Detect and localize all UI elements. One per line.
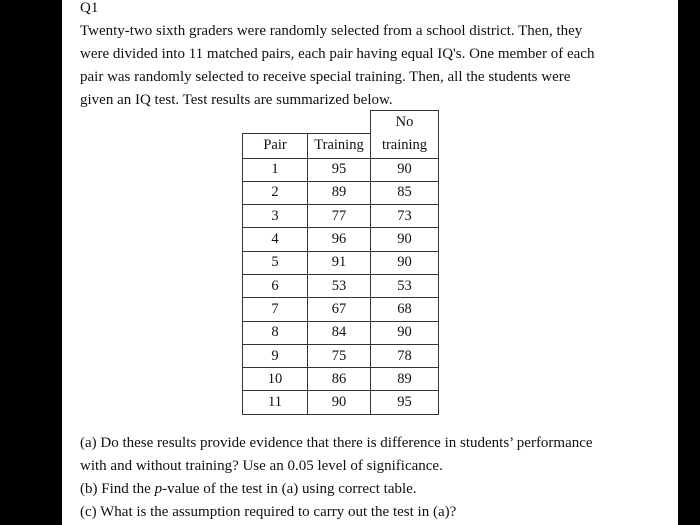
intro-paragraph (80, 20, 670, 112)
training-cell: 67 (308, 298, 371, 321)
table-row (243, 274, 439, 297)
table-row (243, 391, 439, 414)
table-header-row-top (243, 111, 439, 134)
header-no-training: training (371, 133, 439, 158)
pair-cell: 9 (243, 344, 308, 367)
no-training-cell: 89 (371, 368, 439, 391)
table-row (243, 321, 439, 344)
pair-cell: 5 (243, 251, 308, 274)
table-row (243, 344, 439, 367)
question-label: Q1 (80, 0, 99, 16)
pair-cell: 3 (243, 205, 308, 228)
table-row (243, 368, 439, 391)
pair-cell: 10 (243, 368, 308, 391)
no-training-cell: 90 (371, 228, 439, 251)
no-training-cell: 53 (371, 274, 439, 297)
table-row (243, 298, 439, 321)
header-training: Training (308, 133, 371, 158)
no-training-cell: 90 (371, 321, 439, 344)
question-a-line1: (a) Do these results provide evidence that there is difference in students’ performance (80, 435, 593, 451)
intro-line: were divided into 11 matched pairs, each pair having equal IQ's. One member of each (80, 46, 595, 62)
header-pair: Pair (243, 133, 308, 158)
intro-line: pair was randomly selected to receive special training. Then, all the students were (80, 69, 571, 85)
intro-line: Twenty-two sixth graders were randomly selected from a school district. Then, they (80, 23, 583, 39)
table-row (243, 228, 439, 251)
no-training-cell: 85 (371, 181, 439, 204)
training-cell: 95 (308, 158, 371, 181)
pair-cell: 7 (243, 298, 308, 321)
table-row (243, 158, 439, 181)
no-training-cell: 73 (371, 205, 439, 228)
intro-line: given an IQ test. Test results are summarized below. (80, 92, 393, 108)
pair-cell: 2 (243, 181, 308, 204)
training-cell: 84 (308, 321, 371, 344)
no-training-cell: 90 (371, 251, 439, 274)
pair-cell: 4 (243, 228, 308, 251)
table-header-row (243, 133, 439, 158)
table-row (243, 181, 439, 204)
training-cell: 86 (308, 368, 371, 391)
training-cell: 96 (308, 228, 371, 251)
header-no: No (371, 111, 439, 134)
table-row (243, 251, 439, 274)
pair-cell: 8 (243, 321, 308, 344)
training-cell: 90 (308, 391, 371, 414)
pair-cell: 6 (243, 274, 308, 297)
no-training-cell: 95 (371, 391, 439, 414)
training-cell: 91 (308, 251, 371, 274)
pair-cell: 11 (243, 391, 308, 414)
question-c: (c) What is the assumption required to carry out the test in (a)? (80, 504, 457, 520)
question-b: (b) Find the p-value of the test in (a) using correct table. (80, 481, 417, 497)
training-cell: 75 (308, 344, 371, 367)
no-training-cell: 68 (371, 298, 439, 321)
training-cell: 89 (308, 181, 371, 204)
question-a-line2: with and without training? Use an 0.05 level of significance. (80, 458, 443, 474)
table-body (243, 158, 439, 414)
training-cell: 77 (308, 205, 371, 228)
document-page (62, 0, 678, 525)
pair-cell: 1 (243, 158, 308, 181)
no-training-cell: 78 (371, 344, 439, 367)
no-training-cell: 90 (371, 158, 439, 181)
training-cell: 53 (308, 274, 371, 297)
questions-block (80, 432, 670, 524)
iq-results-table (242, 110, 439, 415)
table-row (243, 205, 439, 228)
